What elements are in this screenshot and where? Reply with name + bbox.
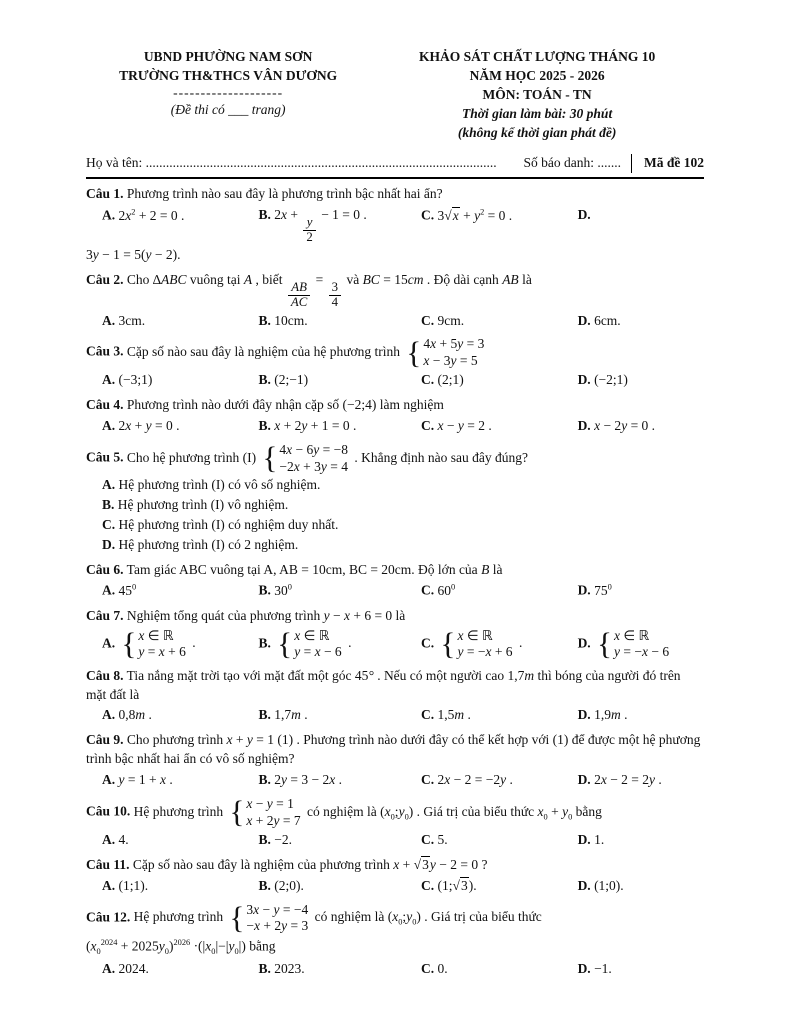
question-block [86,899,704,979]
header-left [86,48,370,142]
option [259,206,422,245]
option-label: C. [421,418,435,434]
option-label: A. [102,635,116,651]
question-text: Cho phương trình x + y = 1 (1) . Phương trình nào dưới đây có thể kết hợp với (1) để được một hệ phương trình bậc nhất hai ẩn có vô số nghiệm? [86,732,701,767]
question-text: Nghiệm tổng quát của phương trình y − x + 6 = 0 là [126,607,406,623]
option-label: A. [102,372,116,388]
option-label: D. [577,831,591,847]
option-value: 6cm. [594,312,621,328]
option-label: A. [102,582,116,598]
option-label: A. [102,207,116,223]
option-value: $60^0$ [437,582,456,598]
option-label: D. [577,207,591,223]
option [259,371,422,390]
question-block [86,336,704,390]
option-value: −1. [594,960,612,976]
question-text: Phương trình nào dưới đây nhận cặp số (−2;4) làm nghiệm [126,397,444,413]
name-label: Họ và tên: [86,155,146,171]
option-value: 1. [594,831,605,847]
option [86,476,704,495]
name-dotted-line: ........................................................................................................ [145,155,497,171]
candidate-number-field: Số báo danh: ....... [523,155,621,171]
option [102,371,259,390]
option-value: 2023. [274,960,305,976]
option [578,628,704,661]
school-year: NĂM HỌC 2025 - 2026 [469,67,605,83]
option [102,628,259,661]
question-text-line [86,731,704,769]
option-value: Hệ phương trình (I) có nghiệm duy nhất. [118,516,339,532]
option [421,581,578,600]
option-label: C. [421,312,435,328]
option [102,581,259,600]
option-value: y = 1 + x . [118,772,173,788]
options [86,706,704,725]
option [86,496,704,515]
question-text: Cặp số nào sau đây là nghiệm của phương trình x + √3y − 2 = 0 ? [132,856,488,872]
option-label: D. [577,707,591,723]
option-label: D. [577,772,591,788]
option [578,206,704,225]
option [259,417,422,436]
question-text-line [86,336,704,369]
option [259,312,422,331]
question-number: Câu 12. [86,909,131,925]
question-block [86,667,704,726]
question-block [86,442,704,555]
question-text: Phương trình nào sau đây là phương trình bậc nhất hai ẩn? [126,186,443,202]
option-continuation: 3y − 1 = 5(y − 2). [86,246,181,262]
option-label: D. [577,960,591,976]
option-label: B. [258,418,271,434]
option-label: B. [258,772,271,788]
question-number: Câu 8. [86,667,124,683]
option [421,960,578,979]
option-label: B. [258,877,271,893]
options [86,581,704,600]
question-number: Câu 11. [86,856,130,872]
option [102,312,259,331]
option-label: C. [421,960,435,976]
option-label: A. [102,312,116,328]
option [421,628,578,661]
option-label: C. [421,372,435,388]
option [578,581,704,600]
option-value: −2. [274,831,293,847]
question-text: Tam giác ABC vuông tại A, AB = 10cm, BC = 20cm. Độ lớn của B là [126,561,503,577]
options [86,312,704,331]
option-value: 2x + $\frac{y}{2}$ − 1 = 0 . [274,207,367,245]
question-number: Câu 2. [86,271,124,287]
option [86,516,704,535]
question-text: Hệ phương trình { x − y = 1 x + 2y = 7 có nghiệm là $(x_0;y_0)$ . Giá trị của biểu thức $x_0 + y_0$ bằng [133,794,602,830]
exam-title: KHẢO SÁT CHẤT LƯỢNG THÁNG 10 [419,49,656,64]
option [578,417,704,436]
question-block [86,607,704,661]
question-block [86,856,704,896]
option-value: (1;0). [594,877,624,893]
options [86,476,704,555]
header-right [370,48,704,142]
option-value: (1;1). [118,877,149,893]
option [421,831,578,850]
option-label: B. [258,207,271,223]
options [86,831,704,850]
option-label: D. [577,635,591,651]
option-value: (1;√3). [437,877,477,893]
school-line: TRƯỜNG TH&THCS VÂN DƯƠNG [119,67,338,83]
question-text: Tia nắng mặt trời tạo với mặt đất một góc 45° . Nếu có một người cao 1,7m thì bóng của người đó trên mặt đất là [86,667,681,702]
options [86,371,704,390]
option [102,771,259,790]
header [86,48,704,142]
option-label: B. [102,496,115,512]
option [421,417,578,436]
option [421,771,578,790]
option-label: A. [102,831,116,847]
option-value: (2;−1) [274,372,309,388]
option [102,960,259,979]
option [578,960,704,979]
question-number: Câu 4. [86,397,124,413]
option-value: 2x − 2 = 2y . [594,772,662,788]
question-text-line [86,396,704,415]
question-block [86,271,704,331]
option [259,628,422,661]
option-value: Hệ phương trình (I) có vô số nghiệm. [118,477,321,493]
option-value: 10cm. [274,312,308,328]
option-value: x − 2y = 0 . [594,418,656,434]
issuer-line: UBND PHƯỜNG NAM SƠN [143,49,313,64]
option-label: A. [102,772,116,788]
subject-line: MÔN: TOÁN - TN [482,86,592,102]
question-text-line [86,442,704,475]
option-label: D. [577,372,591,388]
option-value: $45^0$ [118,582,137,598]
option-value: 1,9m . [594,707,628,723]
option-label: C. [421,772,435,788]
option [259,831,422,850]
info-row [86,154,704,179]
question-number: Câu 1. [86,186,124,202]
question-text: Hệ phương trình { 3x − y = −4 −x + 2y = 3 có nghiệm là $(x_0;y_0)$ . Giá trị của biểu thức [133,899,542,935]
question-text-line [86,271,704,310]
option [259,960,422,979]
option-value: { x ∈ ℝ y = −x + 6 . [440,626,523,662]
question-text-line [86,856,704,875]
question-block [86,185,704,265]
option [578,312,704,331]
option-value: 2x − 2 = −2y . [437,772,513,788]
option-value: $3√x + y^2 = 0$ . [437,207,513,223]
pages-note: (Đề thi có ___ trang) [170,101,286,117]
option-value: 2024. [118,960,149,976]
option-label: B. [258,831,271,847]
option [421,371,578,390]
option-value: x + 2y + 1 = 0 . [274,418,357,434]
option-label: D. [577,312,591,328]
option-value: 4. [118,831,129,847]
option-label: C. [421,831,435,847]
option-label: B. [258,312,271,328]
option-label: B. [258,582,271,598]
question-text-line [86,561,704,580]
options [86,771,704,790]
option-value: $2x^2 + 2 = 0$ . [118,207,185,223]
question-number: Câu 3. [86,344,124,360]
question-text-line [86,899,704,935]
option [259,581,422,600]
option-label: C. [421,635,435,651]
question-text: Cặp số nào sau đây là nghiệm của hệ phương trình { 4x + 5y = 3 x − 3y = 5 [126,334,485,370]
question-block [86,561,704,601]
question-block [86,796,704,850]
option-label: C. [421,582,435,598]
option-label: C. [421,877,435,893]
option-value: Hệ phương trình (I) vô nghiệm. [117,496,289,512]
option-label: A. [102,960,116,976]
duration-line: Thời gian làm bài: 30 phút [462,105,613,121]
option-label: C. [102,516,116,532]
option-value: 1,7m . [274,707,308,723]
duration-note: (không kể thời gian phát đề) [457,124,617,140]
option-label: D. [577,877,591,893]
option [102,706,259,725]
option-value: 1,5m . [437,707,471,723]
option [421,312,578,331]
options [86,628,704,661]
option-label: C. [421,207,435,223]
option-value: (−3;1) [118,372,153,388]
option-value: 2x + y = 0 . [118,418,180,434]
option [421,206,578,225]
question-number: Câu 9. [86,732,124,748]
question-block [86,396,704,436]
option-value: (2;1) [437,372,464,388]
option-label: B. [258,635,271,651]
question-text-line [86,607,704,626]
option [578,831,704,850]
option [102,417,259,436]
option-label: B. [258,960,271,976]
option [578,877,704,896]
option [102,831,259,850]
option-value: (2;0). [274,877,304,893]
option [259,706,422,725]
question-text: Cho hệ phương trình (I) { 4x − 6y = −8 −2x + 3y = 4 . Khẳng định nào sau đây đúng? [126,440,528,476]
question-number: Câu 5. [86,449,124,465]
option-label: A. [102,877,116,893]
option-label: D. [577,582,591,598]
option-label: A. [102,418,116,434]
option-label: B. [258,707,271,723]
options [86,877,704,896]
question-block [86,731,704,790]
option [578,706,704,725]
option-value: { x ∈ ℝ y = x − 6 . [277,626,352,662]
option-label: A. [102,477,116,493]
option [421,877,578,896]
questions [86,185,704,978]
options [86,960,704,979]
options [86,206,704,245]
option-value: $30^0$ [274,582,292,598]
question-text: Cho ∆ABC vuông tại A , biết $\frac{AB}{AC}$ = $\frac{3}{4}$ và BC = 15cm . Độ dài cạnh AB là [126,271,532,309]
option-value: 0. [437,960,448,976]
student-name-field [86,154,518,173]
question-number: Câu 6. [86,561,124,577]
option-value: { x ∈ ℝ y = x + 6 . [121,626,196,662]
option-value: { x ∈ ℝ y = −x − 6 [597,626,670,662]
option-value: 0,8m . [118,707,152,723]
option-value: (−2;1) [594,372,628,388]
option [259,771,422,790]
option-value: $75^0$ [594,582,612,598]
option-label: B. [258,372,271,388]
option [259,877,422,896]
question-number: Câu 7. [86,607,124,623]
question-text-line [86,796,704,829]
option-value: 2y = 3 − 2x . [274,772,343,788]
option-label: D. [102,536,116,552]
exam-code-badge: Mã đề 102 [631,154,704,173]
option [578,371,704,390]
option-label: C. [421,707,435,723]
option [102,877,259,896]
question-text-line [86,667,704,705]
option [578,771,704,790]
option [421,706,578,725]
question-text-continued: $(x_0^{2024} + 2025y_0)^{2026} \cdot(|x_0|-|y_0|)$ bằng [86,937,276,956]
question-text-line [86,185,704,204]
option-label: A. [102,707,116,723]
dash-line: -------------------- [173,84,284,100]
options [86,417,704,436]
option-value: 9cm. [437,312,465,328]
option-value: x − y = 2 . [437,418,492,434]
question-number: Câu 10. [86,803,131,819]
option-value: 3cm. [118,312,146,328]
option [86,536,704,555]
option [102,206,259,225]
option-label: D. [577,418,591,434]
option-value: 5. [437,831,448,847]
option-value: Hệ phương trình (I) có 2 nghiệm. [118,536,299,552]
